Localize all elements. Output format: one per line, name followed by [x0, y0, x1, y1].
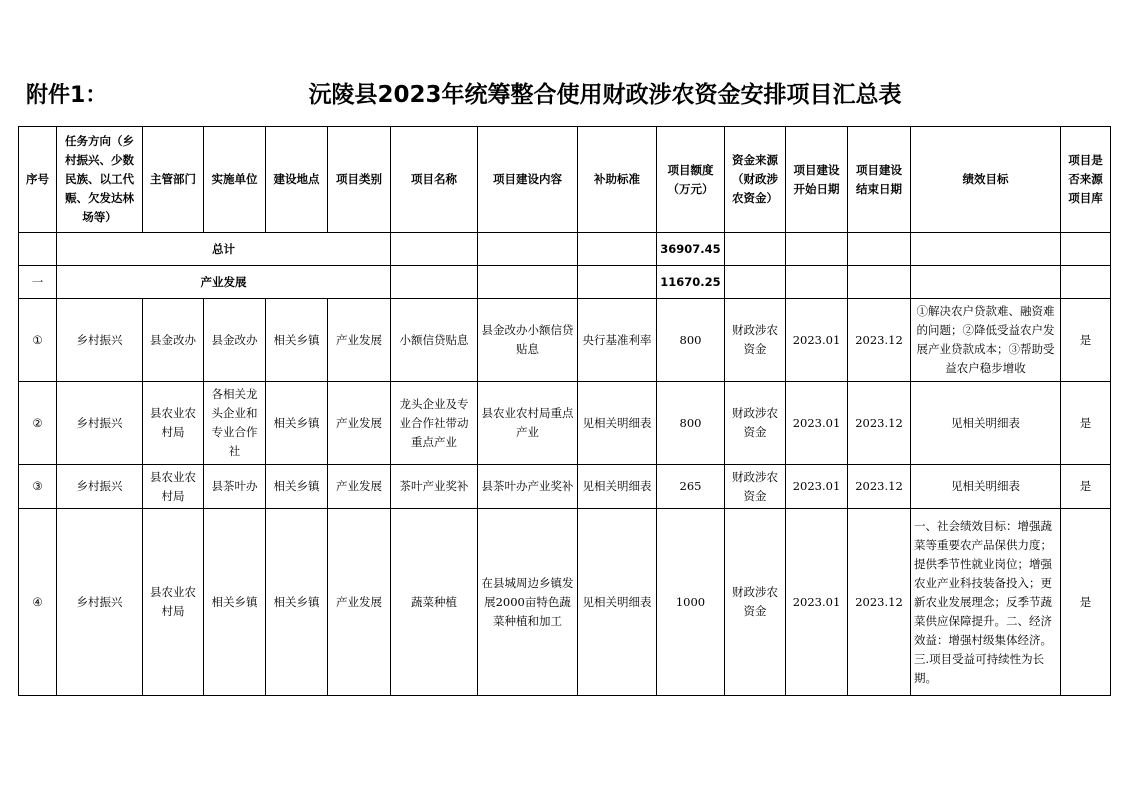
header-seq: 序号 — [19, 127, 57, 233]
empty-cell — [786, 266, 848, 299]
row-location: 相关乡镇 — [266, 509, 328, 696]
row-seq: ① — [19, 299, 57, 382]
row-subsidy: 见相关明细表 — [578, 382, 657, 465]
total-seq — [19, 233, 57, 266]
header-source: 资金来源（财政涉农资金） — [725, 127, 786, 233]
row-perf: 一、社会绩效目标：增强蔬菜等重要农产品保供力度；提供季节性就业岗位；增强农业产业科技装备投入；更新农业发展理念；反季节蔬菜供应保障提升。二、经济效益：增强村级集体经济。三.项目受益可持续性为长期。 — [911, 509, 1061, 696]
row-seq: ④ — [19, 509, 57, 696]
row-amount: 800 — [657, 299, 725, 382]
empty-cell — [391, 266, 478, 299]
row-dept: 县农业农村局 — [143, 509, 204, 696]
row-content: 县农业农村局重点产业 — [478, 382, 578, 465]
empty-cell — [848, 233, 911, 266]
row-name: 蔬菜种植 — [391, 509, 478, 696]
project-summary-table — [18, 126, 1111, 696]
row-lib: 是 — [1061, 509, 1111, 696]
row-end: 2023.12 — [848, 299, 911, 382]
row-category: 产业发展 — [328, 465, 391, 509]
row-seq: ③ — [19, 465, 57, 509]
table-row — [19, 509, 1111, 696]
header-row — [19, 127, 1111, 233]
empty-cell — [391, 233, 478, 266]
section-row — [19, 266, 1111, 299]
total-row — [19, 233, 1111, 266]
row-amount: 1000 — [657, 509, 725, 696]
row-unit: 县金改办 — [204, 299, 266, 382]
attachment-label: 附件1： — [26, 83, 108, 108]
header-lib: 项目是否来源项目库 — [1061, 127, 1111, 233]
row-start: 2023.01 — [786, 465, 848, 509]
header-amount: 项目额度（万元） — [657, 127, 725, 233]
header-unit: 实施单位 — [204, 127, 266, 233]
row-subsidy: 见相关明细表 — [578, 509, 657, 696]
empty-cell — [848, 266, 911, 299]
row-category: 产业发展 — [328, 509, 391, 696]
row-amount: 265 — [657, 465, 725, 509]
row-dept: 县农业农村局 — [143, 382, 204, 465]
row-subsidy: 央行基准利率 — [578, 299, 657, 382]
empty-cell — [1061, 266, 1111, 299]
table-row — [19, 382, 1111, 465]
row-direction: 乡村振兴 — [57, 382, 143, 465]
row-start: 2023.01 — [786, 299, 848, 382]
row-source: 财政涉农资金 — [725, 299, 786, 382]
header-end: 项目建设结束日期 — [848, 127, 911, 233]
empty-cell — [725, 266, 786, 299]
row-unit: 相关乡镇 — [204, 509, 266, 696]
row-seq: ② — [19, 382, 57, 465]
row-lib: 是 — [1061, 465, 1111, 509]
row-direction: 乡村振兴 — [57, 299, 143, 382]
row-subsidy: 见相关明细表 — [578, 465, 657, 509]
row-start: 2023.01 — [786, 509, 848, 696]
row-unit: 县茶叶办 — [204, 465, 266, 509]
header-content: 项目建设内容 — [478, 127, 578, 233]
header-name: 项目名称 — [391, 127, 478, 233]
table-row — [19, 299, 1111, 382]
row-source: 财政涉农资金 — [725, 509, 786, 696]
row-direction: 乡村振兴 — [57, 509, 143, 696]
row-source: 财政涉农资金 — [725, 382, 786, 465]
empty-cell — [725, 233, 786, 266]
row-unit: 各相关龙头企业和专业合作社 — [204, 382, 266, 465]
row-end: 2023.12 — [848, 465, 911, 509]
header-direction: 任务方向（乡村振兴、少数民族、以工代赈、欠发达林场等） — [57, 127, 143, 233]
row-perf: ①解决农户贷款难、融资难的问题；②降低受益农户发展产业贷款成本；③帮助受益农户稳步增收 — [911, 299, 1061, 382]
row-name: 龙头企业及专业合作社带动重点产业 — [391, 382, 478, 465]
row-name: 小额信贷贴息 — [391, 299, 478, 382]
row-location: 相关乡镇 — [266, 465, 328, 509]
row-perf: 见相关明细表 — [911, 465, 1061, 509]
row-lib: 是 — [1061, 382, 1111, 465]
header-dept: 主管部门 — [143, 127, 204, 233]
row-amount: 800 — [657, 382, 725, 465]
section-amount: 11670.25 — [657, 266, 725, 299]
page-title: 沅陵县2023年统筹整合使用财政涉农资金安排项目汇总表 — [308, 82, 902, 108]
row-start: 2023.01 — [786, 382, 848, 465]
row-perf: 见相关明细表 — [911, 382, 1061, 465]
row-source: 财政涉农资金 — [725, 465, 786, 509]
row-direction: 乡村振兴 — [57, 465, 143, 509]
empty-cell — [478, 266, 578, 299]
table-row — [19, 465, 1111, 509]
empty-cell — [786, 233, 848, 266]
header-category: 项目类别 — [328, 127, 391, 233]
empty-cell — [578, 266, 657, 299]
empty-cell — [911, 233, 1061, 266]
row-dept: 县金改办 — [143, 299, 204, 382]
total-amount: 36907.45 — [657, 233, 725, 266]
header-location: 建设地点 — [266, 127, 328, 233]
empty-cell — [1061, 233, 1111, 266]
empty-cell — [911, 266, 1061, 299]
row-content: 县金改办小额信贷贴息 — [478, 299, 578, 382]
row-category: 产业发展 — [328, 299, 391, 382]
row-lib: 是 — [1061, 299, 1111, 382]
header-subsidy: 补助标准 — [578, 127, 657, 233]
row-content: 县茶叶办产业奖补 — [478, 465, 578, 509]
row-name: 茶叶产业奖补 — [391, 465, 478, 509]
empty-cell — [478, 233, 578, 266]
header-perf: 绩效目标 — [911, 127, 1061, 233]
row-location: 相关乡镇 — [266, 382, 328, 465]
total-label: 总计 — [57, 233, 391, 266]
header-start: 项目建设开始日期 — [786, 127, 848, 233]
section-label: 产业发展 — [57, 266, 391, 299]
row-location: 相关乡镇 — [266, 299, 328, 382]
section-seq: 一 — [19, 266, 57, 299]
row-end: 2023.12 — [848, 509, 911, 696]
row-category: 产业发展 — [328, 382, 391, 465]
empty-cell — [578, 233, 657, 266]
row-content: 在县城周边乡镇发展2000亩特色蔬菜种植和加工 — [478, 509, 578, 696]
row-dept: 县农业农村局 — [143, 465, 204, 509]
row-end: 2023.12 — [848, 382, 911, 465]
